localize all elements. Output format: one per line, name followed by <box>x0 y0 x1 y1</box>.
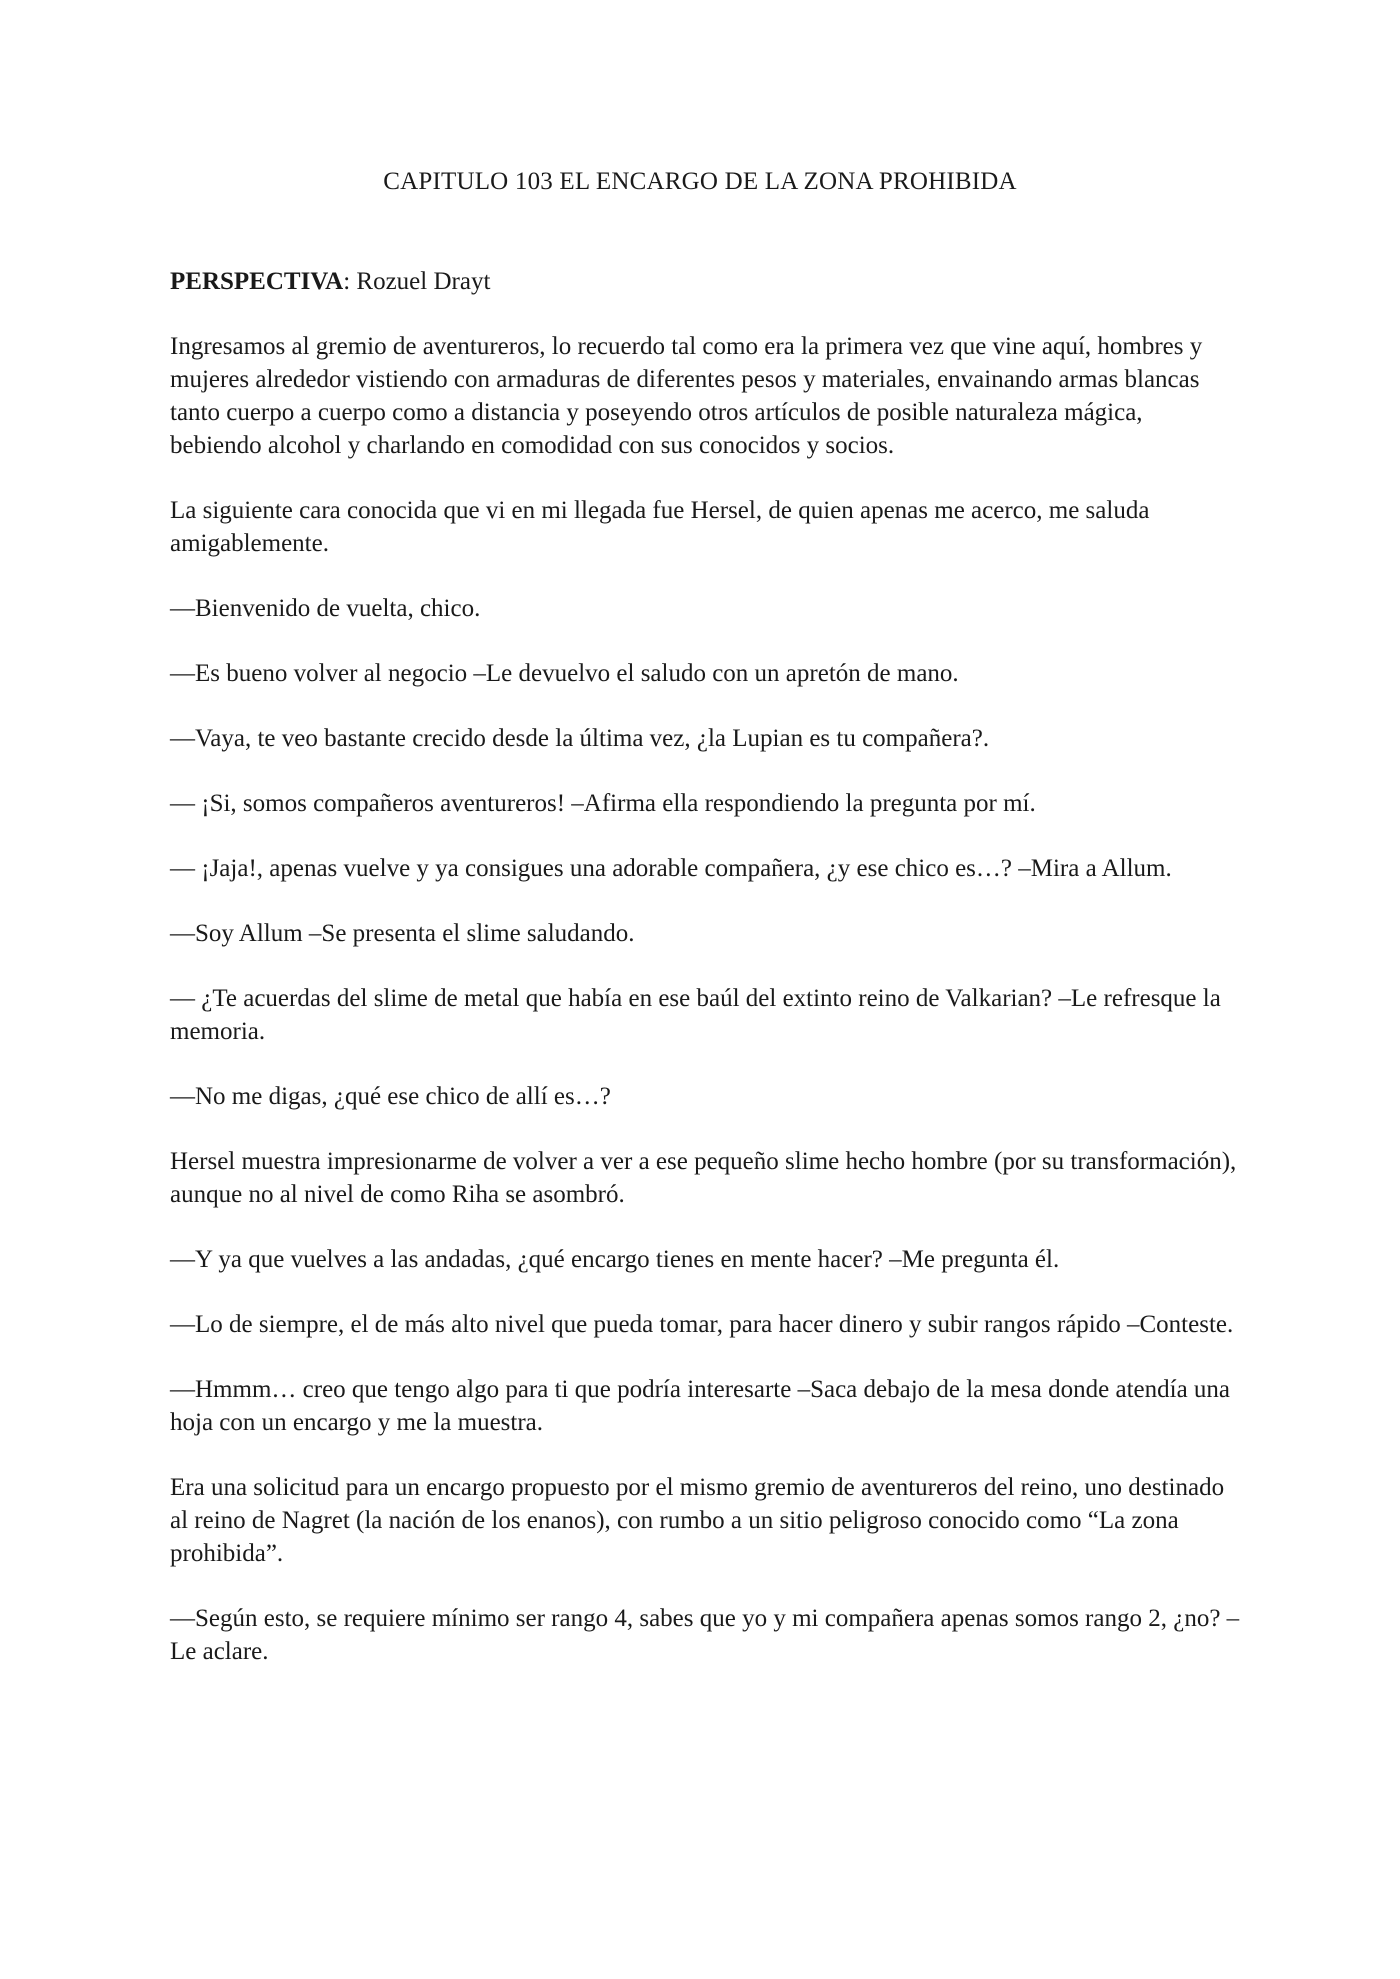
paragraph: Era una solicitud para un encargo propuesto por el mismo gremio de aventureros del reino, uno destinado al reino de Nagret (la nación de los enanos), con rumbo a un sitio peligroso conocido como “La zona prohibida”. <box>170 1474 1225 1567</box>
chapter-title: CAPITULO 103 EL ENCARGO DE LA ZONA PROHIBIDA <box>383 168 1017 195</box>
paragraph: —Según esto, se requiere mínimo ser rango 4, sabes que yo y mi compañera apenas somos rango 2, ¿no? –Le aclare. <box>170 1605 1240 1665</box>
paragraph: — ¿Te acuerdas del slime de metal que había en ese baúl del extinto reino de Valkarian? –Le refresque la memoria. <box>170 985 1221 1045</box>
document-body <box>170 265 1240 1700</box>
paragraph: La siguiente cara conocida que vi en mi llegada fue Hersel, de quien apenas me acerco, me saluda amigablemente. <box>170 497 1150 557</box>
paragraph: —Bienvenido de vuelta, chico. <box>170 595 481 622</box>
paragraph: —Lo de siempre, el de más alto nivel que pueda tomar, para hacer dinero y subir rangos rápido –Conteste. <box>170 1311 1234 1338</box>
paragraph: —Y ya que vuelves a las andadas, ¿qué encargo tienes en mente hacer? –Me pregunta él. <box>170 1246 1060 1273</box>
paragraph: — ¡Jaja!, apenas vuelve y ya consigues una adorable compañera, ¿y ese chico es…? –Mira a Allum. <box>170 855 1172 882</box>
perspective-value: : Rozuel Drayt <box>343 268 491 295</box>
perspective-label: PERSPECTIVA <box>170 268 344 295</box>
perspective-line <box>170 265 1240 298</box>
paragraph: —Soy Allum –Se presenta el slime saludando. <box>170 920 635 947</box>
paragraph: Hersel muestra impresionarme de volver a ver a ese pequeño slime hecho hombre (por su transformación), aunque no al nivel de como Riha se asombró. <box>170 1148 1237 1208</box>
paragraph: —Vaya, te veo bastante crecido desde la última vez, ¿la Lupian es tu compañera?. <box>170 725 990 752</box>
paragraph: —Es bueno volver al negocio –Le devuelvo el saludo con un apretón de mano. <box>170 660 959 687</box>
paragraph: —No me digas, ¿qué ese chico de allí es…? <box>170 1083 611 1110</box>
paragraph: — ¡Si, somos compañeros aventureros! –Afirma ella respondiendo la pregunta por mí. <box>170 790 1036 817</box>
paragraph: —Hmmm… creo que tengo algo para ti que podría interesarte –Saca debajo de la mesa donde atendía una hoja con un encargo y me la muestra. <box>170 1376 1231 1436</box>
paragraph: Ingresamos al gremio de aventureros, lo recuerdo tal como era la primera vez que vine aquí, hombres y mujeres alrededor vistiendo con armaduras de diferentes pesos y materiales, envainando armas blancas tanto cuerpo a cuerpo como a distancia y poseyendo otros artículos de posible naturaleza mágica, bebiendo alcohol y charlando en comodidad con sus conocidos y socios. <box>170 333 1203 459</box>
